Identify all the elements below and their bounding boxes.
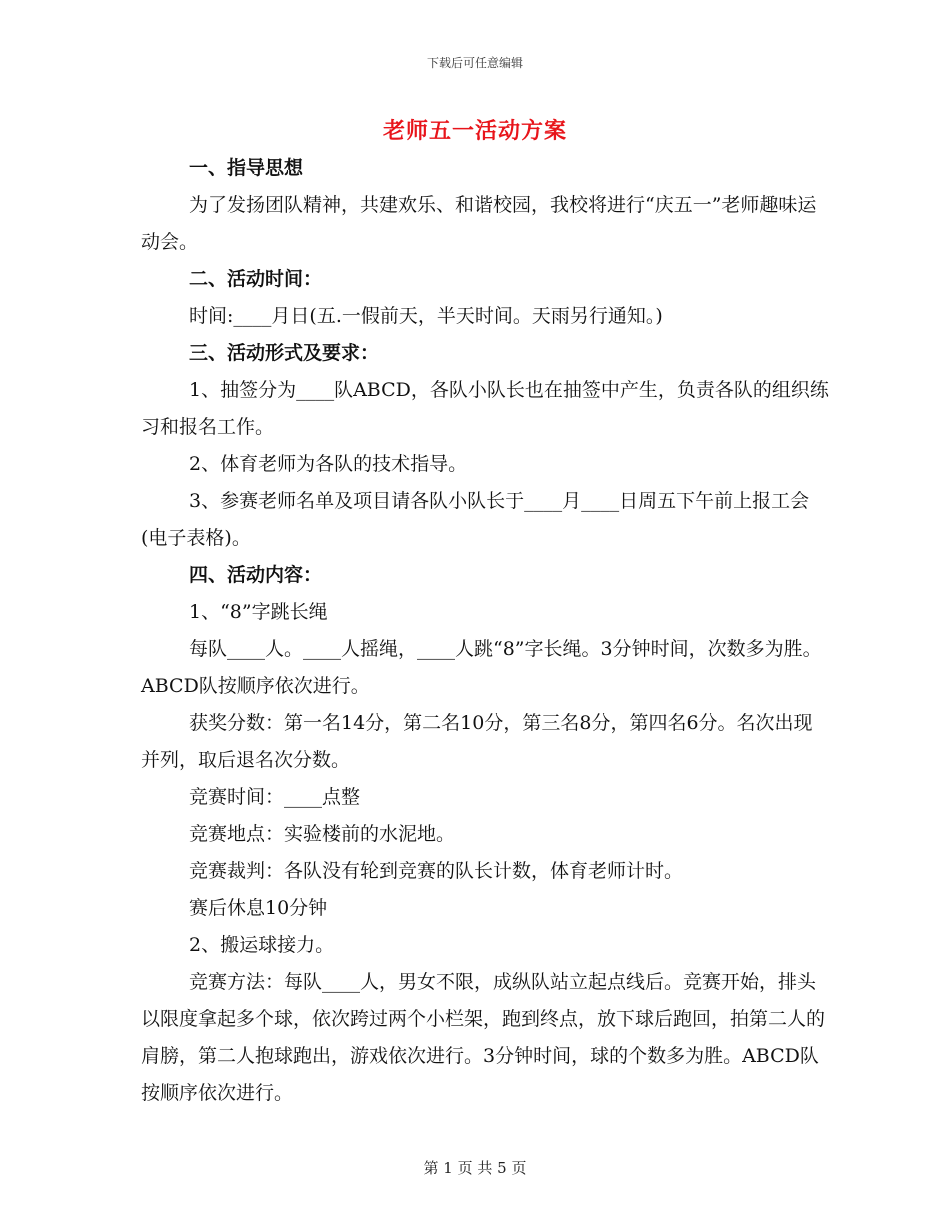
section-heading-2: 二、活动时间： xyxy=(189,268,323,290)
section-heading-4: 四、活动内容： xyxy=(189,564,323,586)
paragraph: 3、参赛老师名单及项目请各队小队长于____月____日周五下午前上报工会(电子表格)。 xyxy=(141,490,810,549)
paragraph: 为了发扬团队精神，共建欢乐、和谐校园，我校将进行“庆五一”老师趣味运动会。 xyxy=(141,194,817,253)
paragraph: 获奖分数：第一名14分，第二名10分，第三名8分，第四名6分。名次出现并列，取后退名次分数。 xyxy=(141,712,813,771)
page-header: 下载后可任意编辑 xyxy=(426,56,523,70)
page-footer: 第 1 页 共 5 页 xyxy=(423,1159,527,1177)
paragraph: 时间:____月日(五.一假前天，半天时间。天雨另行通知。) xyxy=(189,305,663,327)
section-heading-3: 三、活动形式及要求： xyxy=(189,342,380,364)
paragraph: 1、抽签分为____队ABCD，各队小队长也在抽签中产生，负责各队的组织练习和报名工作。 xyxy=(141,379,829,438)
section-heading-1: 一、指导思想 xyxy=(189,157,304,179)
paragraph: 1、“8”字跳长绳 xyxy=(189,601,328,623)
document-body xyxy=(141,150,831,1112)
paragraph: 竞赛时间：____点整 xyxy=(189,786,361,808)
paragraph: 每队____人。____人摇绳，____人跳“8”字长绳。3分钟时间，次数多为胜。ABCD队按顺序依次进行。 xyxy=(141,638,822,697)
paragraph: 竞赛方法：每队____人，男女不限，成纵队站立起点线后。竞赛开始，排头以限度拿起多个球，依次跨过两个小栏架，跑到终点，放下球后跑回，拍第二人的肩膀，第二人抱球跑出，游戏依次进行。3分钟时间，球的个数多为胜。ABCD队按顺序依次进行。 xyxy=(141,971,826,1104)
paragraph: 竞赛裁判：各队没有轮到竞赛的队长计数，体育老师计时。 xyxy=(189,860,684,882)
document-title: 老师五一活动方案 xyxy=(382,118,567,144)
paragraph: 赛后休息10分钟 xyxy=(189,897,328,919)
paragraph: 2、搬运球接力。 xyxy=(189,934,335,956)
paragraph: 2、体育老师为各队的技术指导。 xyxy=(189,453,468,475)
paragraph: 竞赛地点：实验楼前的水泥地。 xyxy=(189,823,456,845)
